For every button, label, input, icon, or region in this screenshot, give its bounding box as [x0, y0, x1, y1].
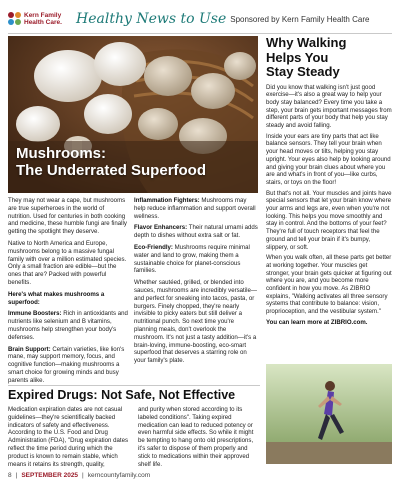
logo-mark-icon [8, 12, 22, 26]
footer-website: kerncountyfamily.com [87, 472, 151, 479]
eco-item [134, 244, 258, 275]
hero-caption [16, 145, 206, 179]
brain-label: Brain Support: [8, 345, 51, 353]
immune-text: Rich in antioxidants and nutrients like selenium and B vitamins, mushrooms help strengthen your body's defenses. [8, 310, 128, 341]
page-footer: 8 | SEPTEMBER 2025 | kerncountyfamily.com [8, 472, 151, 479]
walking-title-line1: Why Walking [266, 35, 347, 50]
hero-caption-line1: Mushrooms: [16, 145, 106, 162]
page-header [8, 6, 392, 32]
runner-photo [266, 364, 392, 464]
sponsor-line: Sponsored by Kern Family Health Care [230, 14, 370, 24]
inflammation-label: Inflammation Fighters: [134, 197, 200, 204]
brain-item [8, 346, 128, 385]
immune-item [8, 310, 128, 341]
expired-drugs-paragraph-2: and purity when stored according to its labeled conditions". Taking expired medication can lead to reduced potency or even harmful side effects. So while it might be tempting to hang onto old prescriptions, it's safer to dispose of them properly and stick to medications within their approved shelf life. [138, 406, 254, 468]
eco-label: Eco-Friendly: [134, 243, 173, 251]
issue-date: SEPTEMBER 2025 [21, 472, 79, 479]
mushroom-paragraph-1: They may not wear a cape, but mushrooms are true superheroes in the world of nutrition. Used for centuries in both cooking and medicine, these humble fungi are finally getting the spotlight they deserve. [8, 197, 127, 236]
hero-caption-line2: The Underrated Superfood [16, 162, 207, 179]
header-divider [8, 33, 392, 34]
mushroom-closing-paragraph: Whether sautéed, grilled, or blended into sauces, mushrooms are incredibly versatile—and perfect for sneaking into tacos, pasta, or burgers. Finely chopped, they're nearly invisible to picky eaters but still deliver a nutritional punch. So next time you're planning meals, don't overlook the mushroom. It's not just a tasty addition—it's a brain-loving, immune-boosting, eco-smart superfood that deserves a starring role on your family's plate. [134, 279, 257, 365]
walking-article [266, 36, 392, 330]
walking-paragraph-3: But that's not all. Your muscles and joints have special sensors that let your brain know where your arms and legs are, even when you're not looking. This helps you move smoothly and stay in control. And the bottoms of your feet? They're full of touch receptors that feel the ground and tell your brain if it's bumpy, slippery, or soft. [266, 189, 392, 251]
inflammation-text: Mushrooms may help reduce inflammation and support overall wellness. [134, 197, 256, 220]
runner-illustration [266, 364, 392, 464]
flavor-item [134, 224, 258, 240]
mushroom-image [8, 36, 258, 193]
eco-text: Mushrooms require minimal water and land to grow, making them a sustainable choice for planet-conscious families. [134, 243, 250, 275]
walking-title [266, 36, 392, 80]
immune-label: Immune Boosters: [8, 310, 62, 318]
bottom-divider [8, 385, 260, 386]
walking-cta: You can learn more at ZIBRIO.com. [266, 318, 368, 326]
newsletter-title: Healthy News to Use [76, 11, 227, 27]
walking-paragraph-4: When you walk often, all these parts get better at working together. Your muscles get stronger, your brain gets quicker at figuring out where you are, and you become more confident in how you move. As ZIBRIO explains, "Walking activates all three sensory systems that contribute to balance: vision, proprioception, and the vestibular system." [266, 254, 392, 316]
inflammation-item [134, 197, 258, 220]
flavor-text: Their natural umami adds depth to dishes without extra salt or fat. [134, 224, 258, 240]
logo-line2: Health Care. [24, 19, 62, 26]
expired-drugs-paragraph-1: Medication expiration dates are not casual guidelines—they're scientifically backed indicators of safety and effectiveness. According to the U.S. Food and Drug Administration (FDA), "Drug expiration dates reflect the time period during which the product is known to remain stable, which means it retains its strength, quality, [8, 406, 129, 468]
walking-title-line3: Stay Steady [266, 64, 340, 79]
brain-text: Certain varieties, like lion's mane, may support memory, focus, and cognitive function—making mushrooms a smart choice for growing minds and busy parents alike. [8, 345, 125, 384]
mushroom-article-column-2 [134, 197, 258, 369]
expired-drugs-title: Expired Drugs: Not Safe, Not Effective [8, 388, 236, 402]
mushroom-paragraph-2: Native to North America and Europe, mushrooms belong to a massive fungal family with over a million estimated species. Only a small fraction are edible—but the ones that are? Packed with powerful benefits. [8, 239, 127, 286]
kern-family-logo [8, 12, 70, 26]
mushroom-article-column-1 [8, 197, 128, 389]
flavor-label: Flavor Enhancers: [134, 224, 188, 232]
page-number: 8 [8, 472, 12, 479]
superfood-heading: Here's what makes mushrooms a superfood: [8, 290, 105, 306]
logo-line1: Kern Family [24, 12, 62, 19]
walking-paragraph-1: Did you know that walking isn't just good exercise—it's also a great way to help your body stay balanced? Every time you take a step, your brain gets important messages from different parts of your body that help you stay steady and avoid falling. [266, 83, 392, 130]
walking-title-line2: Helps You [266, 49, 329, 65]
walking-paragraph-2: Inside your ears are tiny parts that act like balance sensors. They tell your brain when your head moves or tilts, helping you stay upright. Your eyes also help by looking around and giving your brain clues about where you are and what's in front of you—like curbs, stairs, or toys on the floor! [266, 132, 391, 186]
